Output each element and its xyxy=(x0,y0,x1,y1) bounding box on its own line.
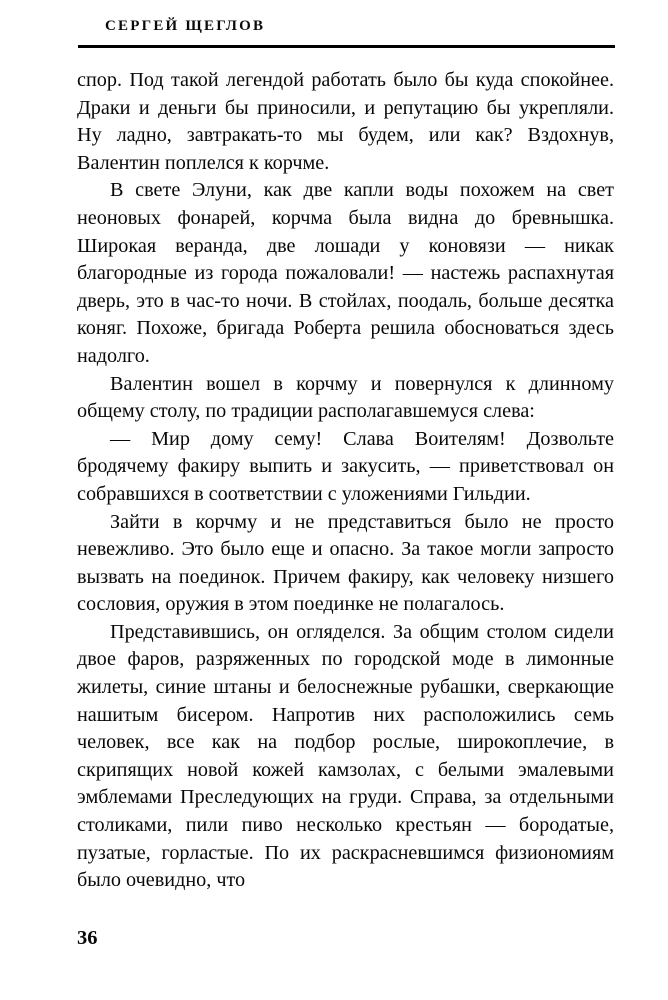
header-rule xyxy=(78,45,615,48)
running-head: СЕРГЕЙ ЩЕГЛОВ xyxy=(105,18,266,34)
paragraph: Зайти в корчму и не представиться было не просто невежливо. Это было еще и опасно. За такое могли запросто вызвать на поединок. Причем факиру, как человеку низшего сословия, оружия в этом поединке не полагалось. xyxy=(77,510,614,616)
paragraph: В свете Элуни, как две капли воды похожем на свет неоновых фонарей, корчма была видна до бревнышка. Широкая веранда, две лошади у коновязи — никак благородные из города пожаловали! — настежь распахнутая дверь, это в час-то ночи. В стойлах, поодаль, больше десятка коняг. Похоже, бригада Роберта решила обосноваться здесь надолго. xyxy=(77,179,614,367)
paragraph: спор. Под такой легендой работать было бы куда спокойнее. Драки и деньги бы приносили, и репутацию бы укрепляли. Ну ладно, завтракать-то мы будем, или как? Вздохнув, Валентин поплелся к корчме. xyxy=(77,69,614,174)
body-text-column xyxy=(77,67,614,895)
paragraph: Валентин вошел в корчму и повернулся к длинному общему столу, по традиции располагавшемуся слева: xyxy=(77,372,614,423)
page-number: 36 xyxy=(77,927,98,949)
paragraph: Представившись, он огляделся. За общим столом сидели двое фаров, разряженных по городской моде в лимонные жилеты, синие штаны и белоснежные рубашки, сверкающие нашитым бисером. Напротив них расположились семь человек, все как на подбор рослые, широкоплечие, в скрипящих новой кожей камзолах, с белыми эмалевыми эмблемами Преследующих на груди. Справа, за отдельными столиками, пили пиво несколько крестьян — бородатые, пузатые, горластые. По их раскрасневшимся физиономиям было очевидно, что xyxy=(77,620,614,892)
paragraph-dialogue: — Мир дому сему! Слава Воителям! Дозвольте бродячему факиру выпить и закусить, — приветствовал он собравшихся в соответствии с уложениями Гильдии. xyxy=(77,427,614,505)
